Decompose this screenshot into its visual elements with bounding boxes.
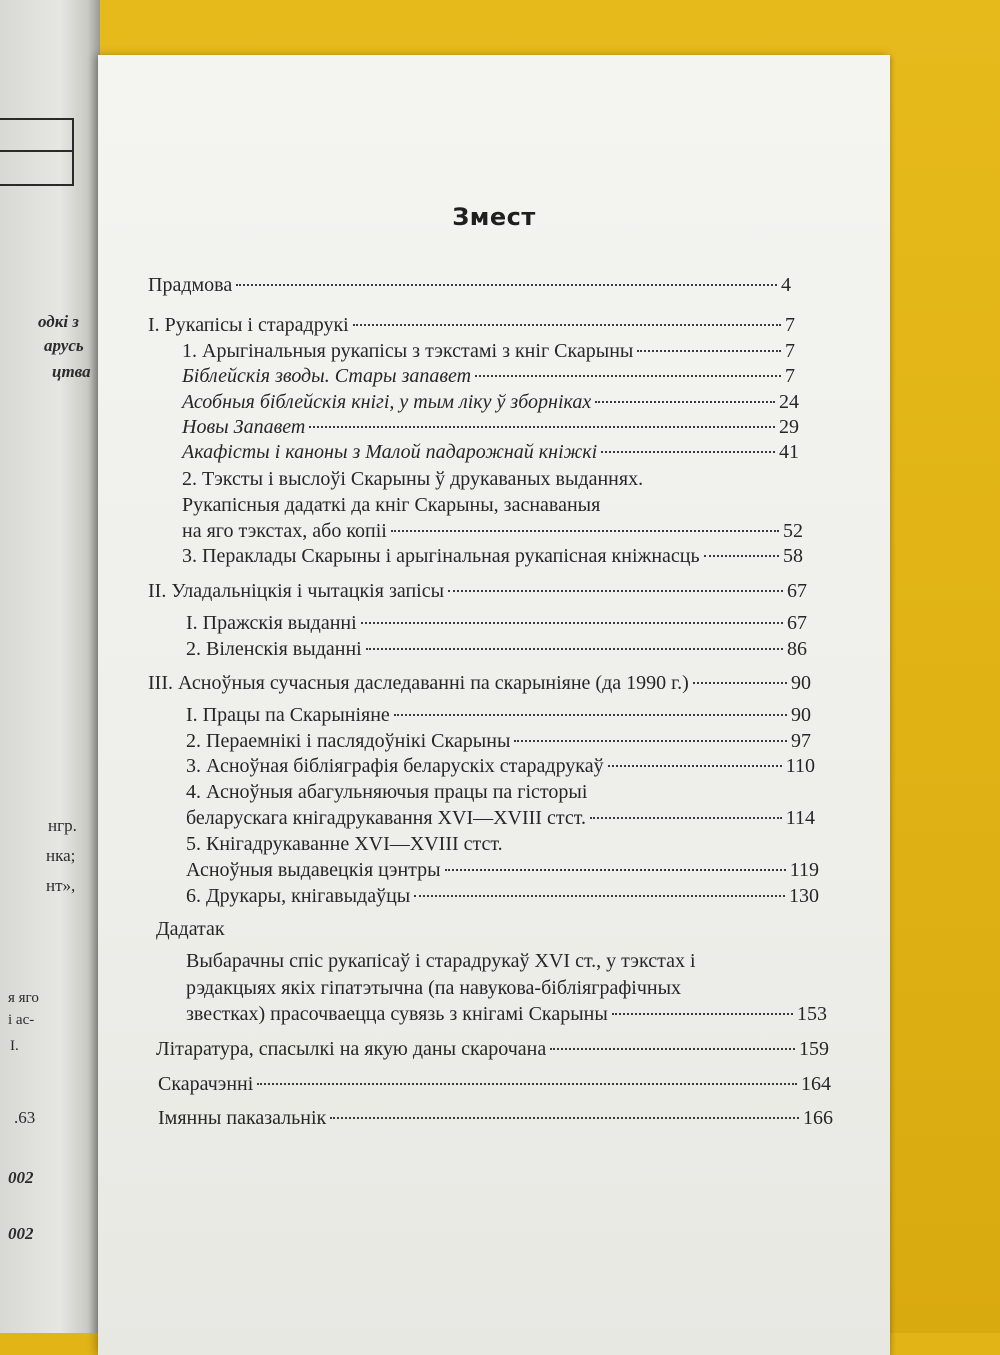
toc-entry-page: 153 [797,1003,827,1025]
toc-entry-label: Біблейскія зводы. Стары запавет [182,365,472,387]
toc-entry-page: 86 [787,638,807,660]
dot-leader [704,555,779,557]
left-fragment: нгр. [48,816,77,835]
toc-entry-label: 2. Пераемнікі і паслядоўнікі Скарыны [186,730,511,752]
toc-entry-page: 52 [783,520,803,542]
left-fragment: арусь [44,336,84,355]
toc-entry-label[interactable]: 4. Асноўныя абагульняючыя працы па гісторыі [186,781,588,803]
toc-entry[interactable] [148,273,791,297]
toc-entry-label: II. Уладальніцкія і чытацкія запісы [148,580,445,602]
toc-entry-label: Акафісты і каноны з Малой падарожнай кніжкі [182,441,598,463]
toc-entry[interactable] [156,1037,829,1061]
toc-entry[interactable] [182,364,795,388]
toc-entry-label: I. Працы па Скарыніяне [186,704,390,726]
toc-entry-label[interactable]: рэдакцыях якіх гіпатэтычна (па навукова-бібліяграфічных [186,977,682,999]
dot-leader [353,324,781,326]
toc-entry[interactable] [148,313,795,337]
toc-entry[interactable] [182,544,803,568]
left-fragment: .63 [14,1108,36,1127]
dot-leader [550,1048,795,1050]
dot-leader [514,740,787,742]
dot-leader [330,1117,799,1119]
toc-entry[interactable] [186,806,815,830]
dot-leader [601,451,775,453]
toc-entry-label: 3. Пераклады Скарыны і арыгінальная рукапісная кніжнасць [182,545,700,567]
toc-entry-page: 7 [785,314,795,336]
toc-entry[interactable] [186,884,819,908]
toc-entry-page: 24 [779,391,799,413]
toc-entry-label: I. Пражскія выданні [186,612,357,634]
toc-entry[interactable] [182,339,795,363]
toc-entry-page: 90 [791,672,811,694]
toc-entry-page: 97 [791,730,811,752]
toc-entry[interactable] [182,390,799,414]
dot-leader [445,869,786,871]
dot-leader [391,530,779,532]
left-fragment: 002 [8,1224,34,1243]
dot-leader [361,622,783,624]
dot-leader [595,401,775,403]
toc-entry-page: 119 [789,859,819,881]
toc-entry-label: Прадмова [148,274,233,296]
toc-entry-page: 41 [779,441,799,463]
toc-entry[interactable] [148,579,807,603]
left-fragment: і ас- [8,1012,35,1028]
toc-entry[interactable] [158,1072,831,1096]
toc-entry-page: 110 [785,755,815,777]
left-fragment: я яго [8,990,39,1006]
left-fragment: 002 [8,1168,34,1187]
toc-entry[interactable] [148,671,811,695]
toc-entry[interactable] [186,754,815,778]
toc-entry-label: I. Рукапісы і старадрукі [148,314,349,336]
dot-leader [608,765,782,767]
dot-leader [612,1013,793,1015]
toc-entry-page: 7 [785,365,795,387]
toc-entry[interactable] [182,519,803,543]
toc-entry-label[interactable]: 2. Тэксты і выслоўі Скарыны ў друкаваных выданнях. [182,468,644,490]
toc-entry[interactable] [186,637,807,661]
toc-entry-page: 58 [783,545,803,567]
toc-entry[interactable] [186,858,819,882]
dot-leader [366,648,783,650]
dot-leader [475,375,781,377]
dot-leader [236,284,777,286]
dot-leader [309,426,775,428]
toc-entry-label[interactable]: Выбарачны спіс рукапісаў і старадрукаў XVI ст., у тэкстах і [186,950,696,972]
toc-entry-label: 1. Арыгінальныя рукапісы з тэкстамі з кніг Скарыны [182,340,634,362]
toc-entry-label: 2. Віленскія выданні [186,638,362,660]
toc-entry-page: 159 [799,1038,829,1060]
left-fragment: цтва [52,362,91,381]
toc-entry-label: Літаратура, спасылкі на якую даны скарочана [156,1038,547,1060]
toc-entry-label: Асноўныя выдавецкія цэнтры [186,859,441,881]
toc-entry-page: 166 [803,1107,833,1129]
toc-entry-label: Новы Запавет [182,416,306,438]
toc-entry-label: Скарачэнні [158,1073,254,1095]
left-fragment: нт», [46,876,76,895]
toc-entry[interactable] [186,703,811,727]
toc-entry-label: 3. Асноўная бібліяграфія беларускіх старадрукаў [186,755,604,777]
toc-entry-page: 7 [785,340,795,362]
toc-entry[interactable] [182,440,799,464]
left-page-rule [0,150,72,152]
left-fragment: нка; [46,846,76,865]
toc-entry-label: 6. Друкары, кнігавыдаўцы [186,885,411,907]
dot-leader [394,714,787,716]
toc-entry-page: 67 [787,580,807,602]
toc-entry-label: на яго тэкстах, або копіі [182,520,387,542]
dot-leader [448,590,783,592]
left-fragment: I. [10,1038,19,1054]
toc-entry-label: Асобныя біблейскія кнігі, у тым ліку ў зборніках [182,391,592,413]
toc-entry-label: III. Асноўныя сучасныя даследаванні па скарыніяне (да 1990 г.) [148,672,689,694]
left-page-frame [0,118,74,186]
toc-entry-page: 67 [787,612,807,634]
toc-entry[interactable] [186,611,807,635]
left-facing-page [0,0,100,1333]
toc-entry-label: Імянны паказальнік [158,1107,327,1129]
dot-leader [590,817,782,819]
toc-entry[interactable] [186,1002,827,1026]
toc-entry-page: 29 [779,416,799,438]
toc-entry-page: 114 [785,807,815,829]
toc-entry-page: 90 [791,704,811,726]
toc-page [98,55,890,1355]
toc-entry-label: беларускага кнігадрукавання XVI—XVIII стст. [186,807,586,829]
toc-entry-label: звестках) прасочваецца сувязь з кнігамі Скарыны [186,1003,608,1025]
toc-entry[interactable] [182,415,799,439]
dot-leader [693,682,787,684]
toc-entry-label[interactable]: Дадатак [156,918,225,940]
toc-entry-page: 130 [789,885,819,907]
left-fragment: одкі з [38,312,79,331]
toc-entry-label[interactable]: 5. Кнігадрукаванне XVI—XVIII стст. [186,833,503,855]
dot-leader [637,350,781,352]
toc-entry[interactable] [158,1106,833,1130]
page-title: Змест [452,203,536,231]
toc-entry-page: 164 [801,1073,831,1095]
dot-leader [414,895,785,897]
toc-entry-page: 4 [781,274,791,296]
toc-entry-label[interactable]: Рукапісныя дадаткі да кніг Скарыны, заснаваныя [182,494,601,516]
dot-leader [257,1083,797,1085]
toc-entry[interactable] [186,729,811,753]
table-of-contents [98,55,890,1355]
